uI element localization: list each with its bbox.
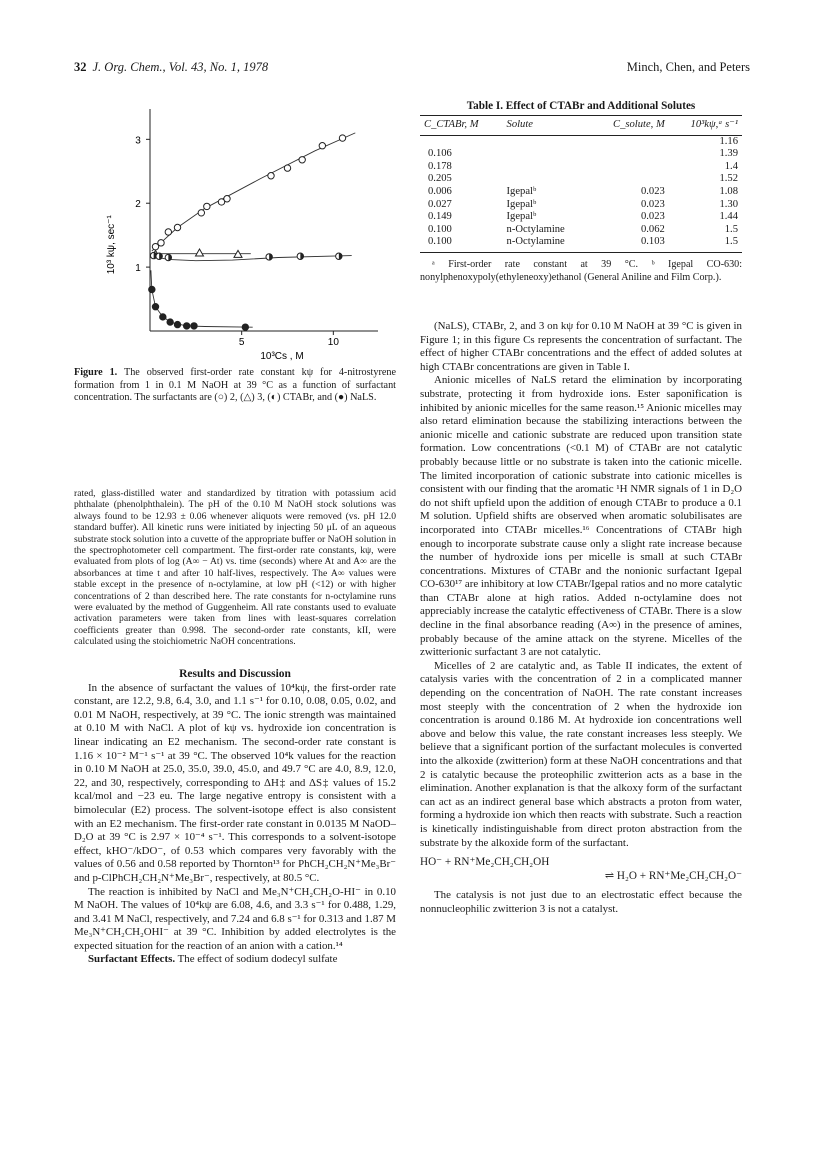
journal-citation: J. Org. Chem., Vol. 43, No. 1, 1978 (92, 60, 269, 74)
table-cell: Igepalᵇ (506, 185, 537, 197)
x-axis-label: 10³Cs , M (260, 351, 304, 362)
data-point-surfactant-2 (174, 224, 180, 230)
table-row (420, 211, 742, 224)
fit-line-ctabr (152, 256, 352, 261)
table-cell (503, 135, 590, 148)
table-cell: n-Octylamine (506, 223, 565, 235)
table-1 (420, 100, 742, 284)
table-row (420, 148, 742, 161)
table-cell: 1.4 (724, 160, 738, 172)
results-paragraph-3 (74, 953, 396, 967)
running-header-authors: Minch, Chen, and Peters (626, 60, 750, 74)
table-row (420, 236, 742, 249)
table-cell (590, 173, 669, 186)
col-header-rate: 10³kψ,ᵃ s⁻¹ (669, 116, 742, 136)
data-point-nals (160, 314, 166, 320)
left-column-methods (74, 488, 396, 648)
data-point-nals (191, 323, 197, 329)
left-column-results (74, 668, 396, 967)
table-cell: 1.52 (719, 173, 738, 185)
right-paragraph-3: Micelles of 2 are catalytic and, as Table II indicates, the extent of catalysis varies with the concentration of 2 in a complicated manner depending on the concentration of NaOH. The rate constant increases most steeply with the concentration of 2 when the hydroxide ion concentration is around 0.186 M. At hydroxide ion concentrations well above and below this value, the rate constant increases less steeply. We believe that a significant portion of the surfactant molecules is converted into the alkoxide (zwitterion) form at these NaOH concentrations and that 2 is catalytic because the proteophilic zwitterion acts as a base in the elimination. Another explanation is that the alkoxy form of the surfactant can act as an indirect general base which abstracts a proton from water, forming a hydroxide ion which then reacts with substrate. Such a reaction is kinetically indistinguishable from direct proton abstraction from the substrate by the alkoxide form of the surfactant. (420, 659, 742, 849)
section-heading: Results and Discussion (179, 668, 291, 680)
run-in-heading: Surfactant Effects. (88, 953, 176, 966)
table-cell: 0.023 (640, 198, 665, 210)
y-tick-label: 3 (135, 135, 141, 147)
data-point-surfactant-2 (224, 196, 230, 202)
table-cell (503, 148, 590, 161)
fit-line-nals (151, 270, 253, 327)
table-cell: 1.44 (719, 211, 738, 223)
data-point-nals (242, 324, 248, 330)
right-paragraph-1: (NaLS), CTABr, 2, and 3 on kψ for 0.10 M NaOH at 39 °C is given in Figure 1; in this figure Cs represents the concentration of surfactant. The effect of higher CTABr concentrations and the effect of added solutes at high CTABr concentrations are given in Table I. (420, 320, 742, 373)
results-paragraph-1: In the absence of surfactant the values of 10⁴kψ, the first-order rate constant, are 12.2, 9.8, 6.4, 3.0, and 1.1 s⁻¹ for 0.10, 0.08, 0.05, 0.02, and 0.01 M NaOH, respectively, at 39 °C. The ionic strength was maintained at 0.10 M with NaCl. A plot of kψ vs. hydroxide ion concentration is linear indicating an E2 mechanism. The second-order rate constant is 1.16 × 10⁻² M⁻¹ s⁻¹ at 39 °C. The observed 10⁴k values for the reaction in 0.10 M NaOH at 25.0, 35.0, 39.0, 45.0, and 49.7 °C are 4.0, 8.9, 12.0, 22, and 30, respectively, corresponding to ΔH‡ and ΔS‡ values of 15.2 kcal/mol and −23 eu. The large negative entropy is consistent with a bimolecular (E2) process. The solvent-isotope effect is also consistent with an E2 mechanism. The first-order rate constant in 0.0135 M NaOD–D₂O at 39 °C is 2.97 × 10⁻⁴ s⁻¹. This corresponds to a solvent-isotope effect, kHO⁻/kDO⁻, of 0.53 which compares very favorably with the values of 0.56 and 0.58 reported by Thornton¹³ for PhCH₂CH₂N⁺Me₃Br⁻ and p-ClPhCH₂CH₂N⁺Me₃Br⁻, respectively, at 80.5 °C. (74, 681, 396, 884)
data-point-nals (152, 304, 158, 310)
data-point-nals (167, 319, 173, 325)
table-cell: 1.08 (719, 185, 738, 197)
table-cell: n-Octylamine (506, 236, 565, 248)
table-row (420, 186, 742, 199)
right-column (420, 320, 742, 917)
data-point-nals (149, 286, 155, 292)
table-row (420, 173, 742, 186)
table-cell: 0.023 (640, 211, 665, 223)
table-cell: Igepalᵇ (506, 211, 537, 223)
figure-1-plot (80, 95, 410, 365)
fit-line-surfactant-2 (152, 133, 355, 251)
plot-labels (106, 135, 339, 362)
y-axis-label: 10³ kψ, sec⁻¹ (106, 215, 117, 275)
x-tick-label: 10 (327, 337, 339, 348)
table-cell: 0.103 (640, 236, 665, 248)
data-point-surfactant-2 (299, 157, 305, 163)
table-cell: 0.062 (640, 223, 665, 235)
table-cell: 1.16 (719, 135, 738, 147)
table-cell (503, 173, 590, 186)
table-title: Table I. Effect of CTABr and Additional Solutes (466, 100, 696, 112)
table-cell: 1.5 (724, 236, 738, 248)
table-cell: 1.30 (719, 198, 738, 210)
table-cell (503, 161, 590, 174)
table-row (420, 199, 742, 212)
right-paragraph-4: The catalysis is not just due to an electrostatic effect because the nonnucleophilic zwitterion 3 is not a catalyst. (420, 889, 742, 915)
table-footnote: ᵃ First-order rate constant at 39 °C. ᵇ Igepal CO-630: nonylphenoxypoly(ethyleneoxy)ethanol (General Aniline and Film Corp.). (420, 258, 742, 283)
x-tick-label: 5 (238, 337, 245, 348)
data-point-surfactant-2 (339, 135, 345, 141)
table-body (420, 115, 742, 249)
table-row (420, 224, 742, 237)
table-cell: 0.027 (428, 198, 452, 210)
data-point-nals (183, 323, 189, 329)
table-cell (420, 135, 503, 148)
table-cell: 0.205 (428, 173, 452, 185)
equation-line-1: HO⁻ + RN⁺Me₂CH₂CH₂OH (420, 856, 550, 869)
figure-1 (80, 95, 410, 365)
paragraph-start: The effect of sodium dodecyl sulfate (177, 953, 338, 966)
page-number: 32 (74, 60, 87, 74)
table-cell: 0.149 (428, 211, 452, 223)
data-point-surfactant-2 (158, 240, 164, 246)
table-row (420, 135, 742, 148)
table-cell: 0.023 (640, 185, 665, 197)
caption-label: Figure 1. (74, 367, 118, 378)
y-tick-label: 1 (135, 263, 141, 275)
data-point-nals (174, 321, 180, 327)
data-point-surfactant-2 (204, 203, 210, 209)
results-paragraph-2: The reaction is inhibited by NaCl and Me₃N⁺CH₂CH₂O-HI⁻ in 0.10 M NaOH. The values of 10⁴kψ are 6.08, 4.6, and 3.3 s⁻¹ for 0.488, 1.29, and 3.41 M NaCl, respectively, and 7.24 and 6.8 s⁻¹ for 0.313 and 1.87 M Me₃N⁺CH₂CH₂OHI⁻ at 39 °C. Inhibition by added electrolytes is the expected situation for the reaction of an anion with a cation.¹⁴ (74, 885, 396, 952)
table-cell: 1.5 (724, 223, 738, 235)
data-point-surfactant-2 (198, 210, 204, 216)
running-header-left (74, 60, 268, 75)
table-cell: 0.100 (428, 236, 452, 248)
data-point-surfactant-2 (319, 143, 325, 149)
y-tick-label: 2 (135, 199, 141, 211)
data-point-surfactant-3 (196, 249, 204, 256)
table-cell: 0.178 (428, 160, 452, 172)
col-header-csolute: C_solute, M (590, 116, 669, 136)
table-cell: 0.006 (428, 185, 452, 197)
table-cell: 0.100 (428, 223, 452, 235)
right-paragraph-2: Anionic micelles of NaLS retard the elimination by incorporating substrate, protecting it from hydroxide ions. Ester saponification is inhibited by anionic micelles for the same reason.¹⁵ Anionic micelles may also retard elimination because the stabilizing interactions between the anionic micelle and cationic substrate are reduced upon transition state formation. Low concentrations (<0.1 M) of CTABr are not catalytic probably because little or no substrate is taken into the cationic micelle. The limited incorporation of cationic substrate into cationic micelles is consistent with our finding that the aromatic ¹H NMR signals of 1 in D₂O do not shift upfield upon the addition of enough CTABr to produce a 0.1 M solution. Upfield shifts are observed when aromatic solubilisates are incorporated into CTABr micelles.¹⁶ Concentrations of CTABr high enough to incorporate substrate cause only a slight rate increase because the number of hydroxide ions per micelle is small at such CTABr concentrations. Mixtures of CTABr and the nonionic surfactant Igepal CO-630¹⁷ are inhibitory at low CTABr/Igepal ratios and no more catalytic than CTABr alone at high ratios. Added n-octylamine does not appreciably increase the catalytic effectiveness of CTABr. There is a slow decline in the final absorbance reading (A∞) in the presence of amines, probably because of the amine attack on the styrene. Micelles of the zwitterionic surfactant 3 are not catalytic. (420, 374, 742, 659)
plot-axes (146, 109, 378, 335)
col-header-cctabr: C_CTABr, M (420, 116, 503, 136)
table-cell: 0.106 (428, 148, 452, 160)
table-cell: 1.39 (719, 148, 738, 160)
table-cell (590, 161, 669, 174)
caption-text: The observed first-order rate constant kψ for 4-nitrostyrene formation from 1 in 0.1 M NaOH at 39 °C as a function of surfactant concentration. The surfactants are (○) 2, (△) 3, (◐) CTABr, and (●) NaLS. (74, 367, 396, 404)
plot-marks (149, 133, 356, 330)
data-point-surfactant-2 (268, 173, 274, 179)
col-header-solute: Solute (503, 116, 590, 136)
equation (420, 856, 742, 883)
table-row (420, 161, 742, 174)
table-cell (590, 135, 669, 148)
data-point-surfactant-2 (284, 165, 290, 171)
methods-paragraph: rated, glass-distilled water and standardized by titration with potassium acid phthalate (phenolphthalein). The pH of the 0.10 M NaOH stock solutions was always found to be 12.93 ± 0.06 whenever aliquots were removed (vs. pH 12.0 standard buffer). All kinetic runs were initiated by injecting 50 μL of an aqueous substrate stock solution into a cuvette of the appropriate buffer or NaOH solution in the spectrophotometer cell compartment. The first-order rate constants, kψ, were evaluated from plots of log (A∞ − At) vs. time (seconds) where At and A∞ are the absorbances at time t and after 10 half-lives, respectively. The A∞ values were stable except in the presence of n-octylamine, at low pH (<12) or with higher concentrations of 2 than described here. The rate constants for n-octylamine runs were evaluated by the method of Guggenheim. All rate constants used to evaluate activation parameters were taken from lines with least-squares correlation coefficients greater than 0.998. The second-order rate constants, kII, were calculated using the stoichiometric NaOH concentrations. (74, 488, 396, 648)
data-point-surfactant-2 (165, 229, 171, 235)
table-cell: Igepalᵇ (506, 198, 537, 210)
equation-line-2: ⇌ H₂O + RN⁺Me₂CH₂CH₂O⁻ (604, 869, 742, 882)
table-cell (590, 148, 669, 161)
figure-1-caption (74, 367, 396, 405)
